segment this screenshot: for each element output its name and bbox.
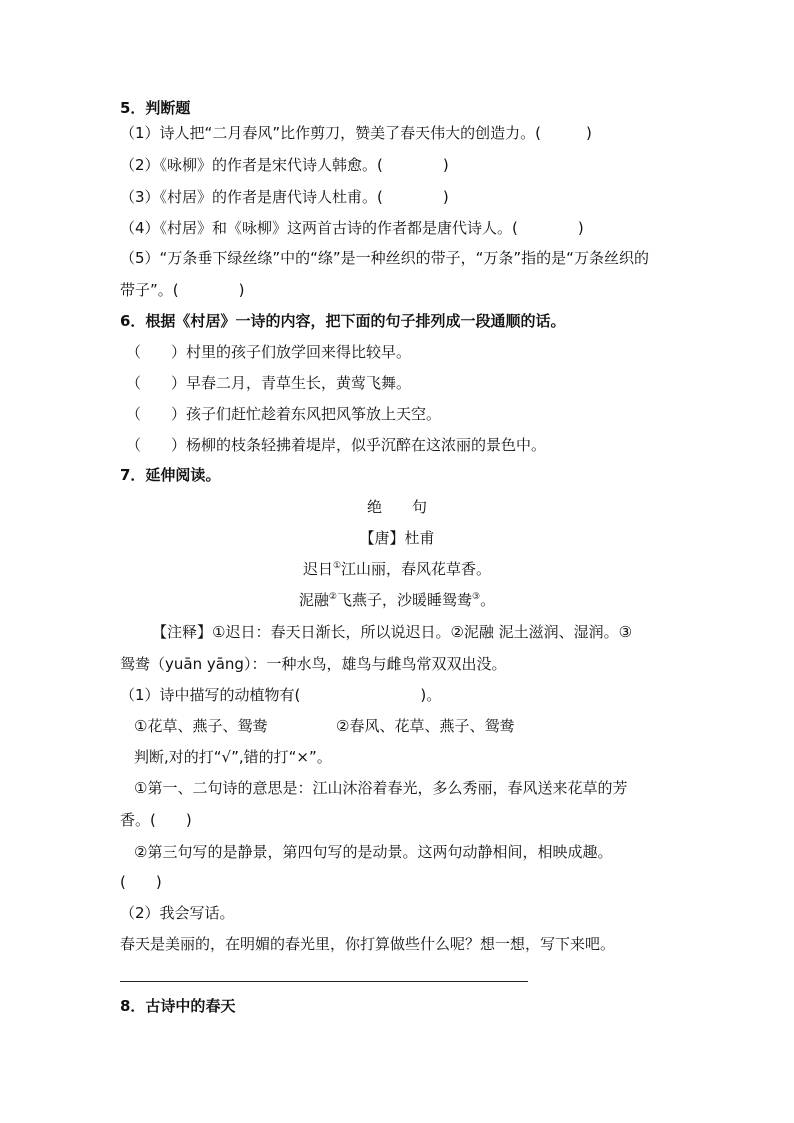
q7-option-1: ①花草、燕子、鸳鸯: [134, 717, 268, 735]
q7-sub-2: （2）我会写话。: [120, 904, 235, 922]
q5-item-3: （3）《村居》的作者是唐代诗人杜甫。( ): [120, 188, 449, 206]
answer-line: [120, 981, 528, 982]
q5-item-1: （1）诗人把“二月春风”比作剪刀，赞美了春天伟大的创造力。( ): [120, 124, 592, 142]
q6-item-3: （ ）孩子们赶忙趁着东风把风筝放上天空。: [126, 405, 442, 423]
note-line-1: 【注释】①迟日：春天日渐长，所以说迟日。②泥融 泥土滋润、湿润。③: [152, 623, 633, 641]
judge-2-line-2: ( ): [120, 873, 162, 891]
poem-title: 绝 句: [366, 498, 427, 516]
judge-1-line-2: 香。( ): [120, 811, 192, 829]
judge-1-line-1: ①第一、二句诗的意思是：江山沐浴着春光，多么秀丽，春风送来花草的芳: [134, 779, 628, 797]
q5-item-4: （4）《村居》和《咏柳》这两首古诗的作者都是唐代诗人。( ): [120, 219, 584, 237]
q7-option-2: ②春风、花草、燕子、鸳鸯: [336, 717, 515, 735]
q5-item-5: （5）“万条垂下绿丝绦”中的“绦”是一种丝织的带子，“万条”指的是“万条丝织的: [120, 249, 649, 267]
q7-title: 7．延伸阅读。: [120, 466, 221, 484]
poem-author: 【唐】杜甫: [359, 529, 435, 547]
q5-item-5-cont: 带子”。( ): [120, 281, 245, 299]
q6-item-2: （ ）早春二月，青草生长，黄莺飞舞。: [126, 374, 412, 392]
judge-2-line-1: ②第三句写的是静景，第四句写的是动景。这两句动静相间，相映成趣。: [134, 843, 613, 861]
q6-title: 6．根据《村居》一诗的内容，把下面的句子排列成一段通顺的话。: [120, 312, 566, 330]
note-line-2: 鸳鸯（yuān yāng）：一种水鸟，雄鸟与雌鸟常双双出没。: [120, 655, 507, 673]
q7-sub-1: （1）诗中描写的动植物有( )。: [120, 686, 442, 704]
q5-title: 5．判断题: [120, 99, 191, 117]
poem-line-1: 迟日①江山丽，春风花草香。: [302, 560, 492, 578]
q8-title: 8．古诗中的春天: [120, 997, 236, 1015]
q6-item-1: （ ）村里的孩子们放学回来得比较早。: [126, 343, 412, 361]
q5-item-2: （2）《咏柳》的作者是宋代诗人韩愈。( ): [120, 156, 449, 174]
poem-line-2: 泥融②飞燕子，沙暖睡鸳鸯③。: [298, 591, 496, 609]
q7-sub-2-prompt: 春天是美丽的，在明媚的春光里，你打算做些什么呢？想一想，写下来吧。: [120, 935, 616, 953]
judge-intro: 判断,对的打“√”,错的打“×”。: [134, 748, 332, 766]
q6-item-4: （ ）杨柳的枝条轻拂着堤岸，似乎沉醉在这浓丽的景色中。: [126, 436, 547, 454]
